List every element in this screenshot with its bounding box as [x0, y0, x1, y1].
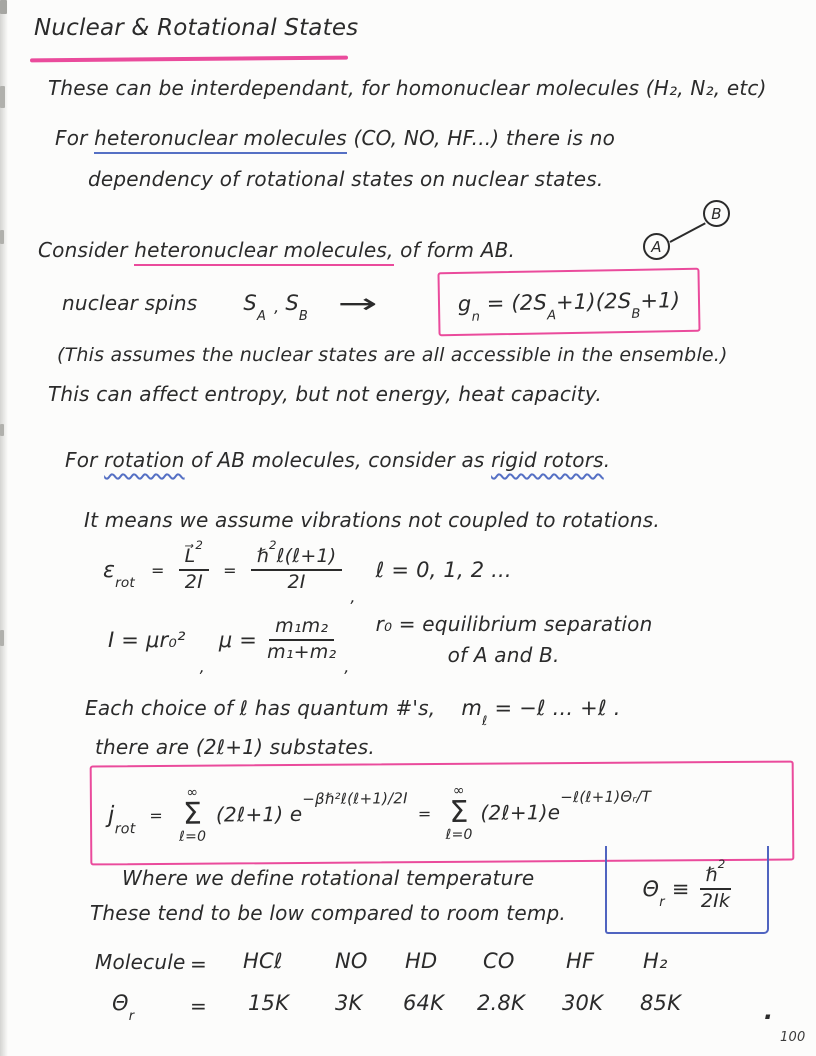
atom-a-circle: A — [643, 233, 670, 260]
table-row1-label: Molecule — [95, 950, 186, 974]
quantum-text: Each choice of ℓ has quantum #'s, — [85, 696, 436, 720]
hetero-underlined-text: heteronuclear molecules — [94, 126, 347, 154]
molecule-cell: NO — [335, 949, 368, 973]
title-underline — [30, 56, 348, 62]
inertia-equation — [108, 600, 653, 680]
atom-b-circle: B — [703, 200, 730, 227]
rigid-rotor-line-2: It means we assume vibrations not coupled to rotations. — [84, 508, 660, 532]
molecule-cell: CO — [483, 949, 515, 973]
jrot-term-2: $(2\ell+1)e^{-\ell(\ell+1)\Theta ᵣ/T}$ — [480, 787, 652, 825]
bond-line — [670, 222, 706, 243]
paper-artifact — [0, 86, 5, 108]
summation-2 — [445, 784, 472, 842]
equals-sign: = — [150, 560, 165, 580]
consider-post: of form AB. — [393, 238, 516, 262]
comma: , — [350, 587, 356, 606]
paper-artifact — [0, 0, 7, 14]
temp-cell: 30K — [562, 991, 604, 1015]
fraction-numerator: L⃗$^2$ — [179, 546, 209, 571]
table-row2-label: $\Theta_r$ — [112, 991, 135, 1025]
equals-sign: = — [190, 952, 207, 976]
gn-formula: $g_n = (2S_A+1)(2S_B+1)$ — [457, 288, 681, 325]
ml-range: $m_\ell$ = −ℓ ... +ℓ . — [461, 696, 621, 730]
equals-sign: = — [190, 994, 207, 1018]
hetero-pre: For — [55, 126, 95, 150]
fraction-denominator: 2Ik — [700, 890, 731, 912]
molecule-cell: H₂ — [643, 949, 668, 973]
hetero-line-1 — [55, 126, 615, 151]
comma: , — [199, 657, 205, 676]
sum-lower-limit: ℓ=0 — [445, 826, 473, 843]
hetero-line-2: dependency of rotational states on nuclear states. — [88, 167, 604, 191]
molecule-cell: HCℓ — [243, 949, 283, 973]
spins-comma: , — [274, 297, 280, 316]
right-arrow: → — [337, 286, 378, 320]
sigma-symbol: Σ — [449, 794, 469, 830]
equals-sign: = — [223, 560, 237, 580]
equals-sign: = — [149, 805, 164, 825]
paper-artifact — [0, 424, 4, 436]
sum-upper-limit: ∞ — [186, 784, 199, 801]
rigid-rotors-underlined: rigid rotors — [491, 448, 604, 472]
temp-cell: 64K — [403, 991, 445, 1015]
equals-sign: = — [417, 803, 432, 823]
entropy-note: This can affect entropy, but not energy, heat capacity. — [48, 382, 602, 406]
temp-cell: 15K — [248, 991, 290, 1015]
spin-sa: $S_A$ — [243, 291, 267, 325]
paper-artifact — [0, 630, 4, 646]
rigid-pre: For — [65, 448, 105, 472]
intro-line: These can be interdependant, for homonuclear molecules (H₂, N₂, etc) — [48, 76, 767, 100]
fraction-denominator: 2I — [287, 571, 306, 593]
temp-cell: 2.8K — [477, 991, 525, 1015]
consider-line — [38, 238, 515, 263]
erot-lhs: $\varepsilon_{rot}$ — [103, 557, 135, 592]
sigma-symbol: Σ — [182, 796, 203, 832]
hbar-fraction — [251, 537, 343, 594]
jrot-term-1: (2ℓ+1) $e^{-\beta\hbar^2\ell(\ell+1)/2I}$ — [215, 789, 408, 827]
mu-lhs: μ = — [218, 628, 258, 652]
l-squared-fraction — [179, 537, 209, 594]
hetero-post: (CO, NO, HF...) there is no — [346, 126, 616, 150]
quantum-line-1 — [85, 695, 621, 730]
fraction-denominator: m₁+m₂ — [267, 641, 337, 663]
nuclear-spins-line — [62, 286, 378, 325]
fraction-numerator: ℏ$^2$ — [700, 865, 732, 890]
jrot-lhs: $j_{rot}$ — [107, 802, 136, 838]
r0-line-2: of A and B. — [447, 643, 560, 667]
fraction-denominator: 2I — [184, 571, 203, 593]
rigid-post: . — [603, 448, 611, 472]
comma: , — [344, 657, 350, 676]
molecule-cell: HF — [566, 949, 595, 973]
quantum-line-2: there are (2ℓ+1) substates. — [95, 735, 375, 759]
reduced-mass-fraction — [267, 616, 336, 664]
page-title: Nuclear & Rotational States — [34, 15, 359, 41]
fraction-numerator: m₁m₂ — [269, 616, 334, 641]
rigid-rotor-line-1 — [65, 448, 610, 473]
stray-period: . — [764, 997, 774, 1025]
spin-sb: $S_B$ — [285, 291, 309, 325]
fraction-numerator: ℏ$^2$ℓ(ℓ+1) — [251, 546, 343, 571]
temp-cell: 3K — [335, 991, 363, 1015]
assumption-note: (This assumes the nuclear states are all accessible in the ensemble.) — [57, 344, 728, 366]
rot-temp-line-1: Where we define rotational temperature — [122, 866, 535, 890]
summation-1 — [179, 786, 206, 844]
temp-cell: 85K — [640, 991, 682, 1015]
consider-underlined-text: heteronuclear molecules, — [134, 238, 393, 266]
paper-edge-left — [0, 0, 8, 1056]
theta-r-box — [605, 846, 769, 934]
rigid-mid: of AB molecules, consider as — [184, 448, 492, 472]
rot-temp-line-2: These tend to be low compared to room temp. — [90, 901, 566, 925]
sum-upper-limit: ∞ — [452, 782, 465, 799]
inertia-lhs: I = μr₀² — [108, 628, 186, 652]
spins-label: nuclear spins — [62, 291, 198, 315]
gn-formula-box — [437, 268, 700, 337]
page-number: 100 — [780, 1030, 806, 1045]
l-range: ℓ = 0, 1, 2 ... — [375, 558, 512, 582]
consider-pre: Consider — [38, 238, 135, 262]
paper-artifact — [0, 230, 4, 244]
theta-r-lhs: $\Theta_r$ ≡ — [642, 877, 690, 911]
theta-r-fraction — [700, 856, 732, 913]
molecule-cell: HD — [405, 949, 438, 973]
erot-equation — [103, 530, 512, 610]
r0-line-1: r₀ = equilibrium separation — [375, 612, 653, 636]
rotation-underlined: rotation — [104, 448, 185, 472]
sum-lower-limit: ℓ=0 — [179, 828, 207, 845]
r0-definition — [376, 609, 653, 671]
